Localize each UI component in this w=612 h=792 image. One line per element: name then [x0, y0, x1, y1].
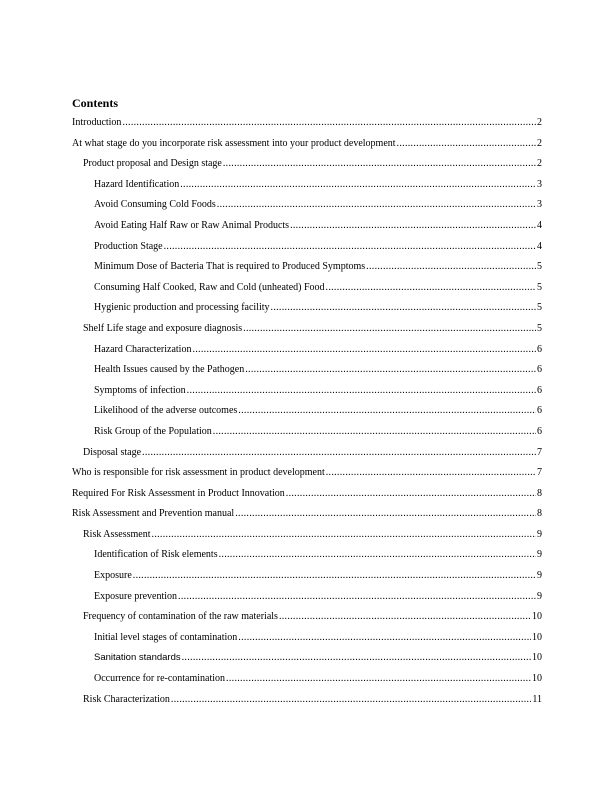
- toc-entry[interactable]: [72, 487, 542, 508]
- toc-entry-title: Occurrence for re-contamination: [94, 673, 226, 685]
- toc-dot-leader: [164, 240, 536, 254]
- toc-entry[interactable]: [72, 343, 542, 364]
- toc-dot-leader: [182, 651, 531, 665]
- toc-entry-title: Who is responsible for risk assessment in product development: [72, 467, 325, 479]
- toc-dot-leader: [290, 219, 536, 233]
- toc-entry-title: Product proposal and Design stage: [83, 158, 222, 170]
- toc-dot-leader: [245, 363, 536, 377]
- toc-dot-leader: [279, 610, 531, 624]
- toc-entry-title: Frequency of contamination of the raw materials: [83, 611, 278, 623]
- toc-entry-page-number: 2: [537, 158, 542, 170]
- toc-entry-title: Shelf Life stage and exposure diagnosis: [83, 322, 243, 334]
- toc-heading: Contents: [72, 96, 119, 110]
- toc-entry[interactable]: [72, 548, 542, 569]
- toc-entry-page-number: 9: [537, 590, 542, 602]
- toc-entry-page-number: 10: [532, 631, 542, 643]
- toc-entry-title: Exposure: [94, 570, 132, 582]
- toc-entry-title: Exposure prevention: [94, 590, 178, 602]
- toc-entry-title: Likelihood of the adverse outcomes: [94, 405, 238, 417]
- toc-entry[interactable]: [72, 631, 542, 652]
- toc-entry-page-number: 6: [537, 405, 542, 417]
- toc-entry-title: Disposal stage: [83, 446, 142, 458]
- toc-dot-leader: [178, 590, 536, 604]
- toc-dot-leader: [366, 260, 536, 274]
- toc-entry[interactable]: [72, 672, 542, 693]
- toc-entry-page-number: 7: [537, 467, 542, 479]
- toc-entry-page-number: 4: [537, 219, 542, 231]
- toc-entry[interactable]: [72, 446, 542, 467]
- toc-entry-page-number: 6: [537, 384, 542, 396]
- toc-entry[interactable]: [72, 178, 542, 199]
- toc-entry[interactable]: [72, 198, 542, 219]
- toc-entry-title: Symptoms of infection: [94, 384, 186, 396]
- toc-entry-page-number: 3: [537, 178, 542, 190]
- toc-entry-page-number: 6: [537, 343, 542, 355]
- table-of-contents: [72, 116, 542, 713]
- toc-entry-page-number: 4: [537, 240, 542, 252]
- toc-entry-title: Required For Risk Assessment in Product Innovation: [72, 487, 285, 499]
- toc-entry-title: Introduction: [72, 117, 122, 128]
- toc-entry-page-number: 6: [537, 364, 542, 376]
- toc-entry-title: Hazard Identification: [94, 178, 180, 190]
- toc-entry-page-number: 5: [537, 322, 542, 334]
- toc-entry[interactable]: [72, 590, 542, 611]
- toc-entry[interactable]: [72, 322, 542, 343]
- toc-dot-leader: [238, 404, 536, 418]
- toc-entry-page-number: 10: [532, 652, 542, 664]
- toc-entry-page-number: 5: [537, 261, 542, 273]
- toc-dot-leader: [142, 446, 536, 460]
- toc-dot-leader: [171, 693, 531, 707]
- toc-dot-leader: [243, 322, 536, 336]
- toc-entry-title: Hygienic production and processing facility: [94, 302, 270, 314]
- toc-entry-page-number: 10: [532, 673, 542, 685]
- toc-entry[interactable]: [72, 384, 542, 405]
- toc-dot-leader: [235, 507, 536, 521]
- toc-dot-leader: [397, 137, 536, 151]
- toc-entry-title: Consuming Half Cooked, Raw and Cold (unheated) Food: [94, 281, 325, 293]
- toc-entry-title: Risk Assessment: [83, 528, 151, 540]
- toc-entry-page-number: 9: [537, 570, 542, 582]
- toc-entry[interactable]: [72, 137, 542, 158]
- toc-entry[interactable]: [72, 404, 542, 425]
- toc-entry[interactable]: [72, 651, 542, 672]
- toc-dot-leader: [133, 569, 536, 583]
- toc-entry-page-number: 9: [537, 528, 542, 540]
- toc-entry-page-number: 9: [537, 549, 542, 561]
- toc-entry-page-number: 7: [537, 446, 542, 458]
- toc-dot-leader: [219, 548, 536, 562]
- toc-entry[interactable]: [72, 507, 542, 528]
- toc-entry-title: Avoid Eating Half Raw or Raw Animal Products: [94, 219, 290, 231]
- toc-entry-page-number: 10: [532, 611, 542, 623]
- toc-dot-leader: [223, 157, 536, 171]
- toc-entry-page-number: 2: [537, 117, 542, 128]
- toc-entry-page-number: 5: [537, 281, 542, 293]
- toc-entry[interactable]: [72, 569, 542, 590]
- toc-dot-leader: [326, 466, 536, 480]
- toc-entry-page-number: 2: [537, 137, 542, 149]
- toc-entry-title: Sanitation standards: [94, 652, 181, 664]
- toc-entry-title: Risk Characterization: [83, 693, 170, 705]
- toc-entry-title: Initial level stages of contamination: [94, 631, 238, 643]
- toc-entry-page-number: 6: [537, 425, 542, 437]
- toc-entry-title: Avoid Consuming Cold Foods: [94, 199, 216, 211]
- toc-entry[interactable]: [72, 281, 542, 302]
- toc-dot-leader: [213, 425, 536, 439]
- toc-dot-leader: [217, 198, 536, 212]
- toc-entry-title: Risk Group of the Population: [94, 425, 212, 437]
- toc-entry[interactable]: [72, 425, 542, 446]
- toc-entry[interactable]: [72, 693, 542, 714]
- toc-entry-title: Hazard Characterization: [94, 343, 192, 355]
- toc-dot-leader: [180, 178, 536, 192]
- toc-entry-page-number: 3: [537, 199, 542, 211]
- toc-dot-leader: [286, 487, 536, 501]
- toc-dot-leader: [122, 116, 536, 130]
- toc-entry-page-number: 8: [537, 487, 542, 499]
- toc-entry[interactable]: [72, 260, 542, 281]
- toc-dot-leader: [226, 672, 531, 686]
- toc-dot-leader: [187, 384, 536, 398]
- toc-entry-title: Risk Assessment and Prevention manual: [72, 508, 235, 520]
- toc-entry[interactable]: [72, 301, 542, 322]
- toc-entry-title: Health Issues caused by the Pathogen: [94, 364, 245, 376]
- toc-entry[interactable]: [72, 219, 542, 240]
- toc-dot-leader: [238, 631, 531, 645]
- toc-entry[interactable]: [72, 363, 542, 384]
- toc-entry-page-number: 11: [532, 693, 542, 705]
- toc-dot-leader: [271, 301, 536, 315]
- toc-entry-title: Identification of Risk elements: [94, 549, 218, 561]
- toc-dot-leader: [326, 281, 536, 295]
- toc-entry-title: Minimum Dose of Bacteria That is required to Produced Symptoms: [94, 261, 366, 273]
- toc-entry[interactable]: [72, 240, 542, 261]
- toc-entry-title: Production Stage: [94, 240, 163, 252]
- toc-entry-page-number: 5: [537, 302, 542, 314]
- toc-entry[interactable]: [72, 157, 542, 178]
- toc-entry[interactable]: [72, 466, 542, 487]
- toc-dot-leader: [152, 528, 536, 542]
- toc-entry[interactable]: [72, 610, 542, 631]
- toc-entry[interactable]: [72, 116, 542, 137]
- toc-entry-title: At what stage do you incorporate risk assessment into your product development: [72, 137, 396, 149]
- toc-dot-leader: [192, 343, 536, 357]
- toc-entry[interactable]: [72, 528, 542, 549]
- toc-entry-page-number: 8: [537, 508, 542, 520]
